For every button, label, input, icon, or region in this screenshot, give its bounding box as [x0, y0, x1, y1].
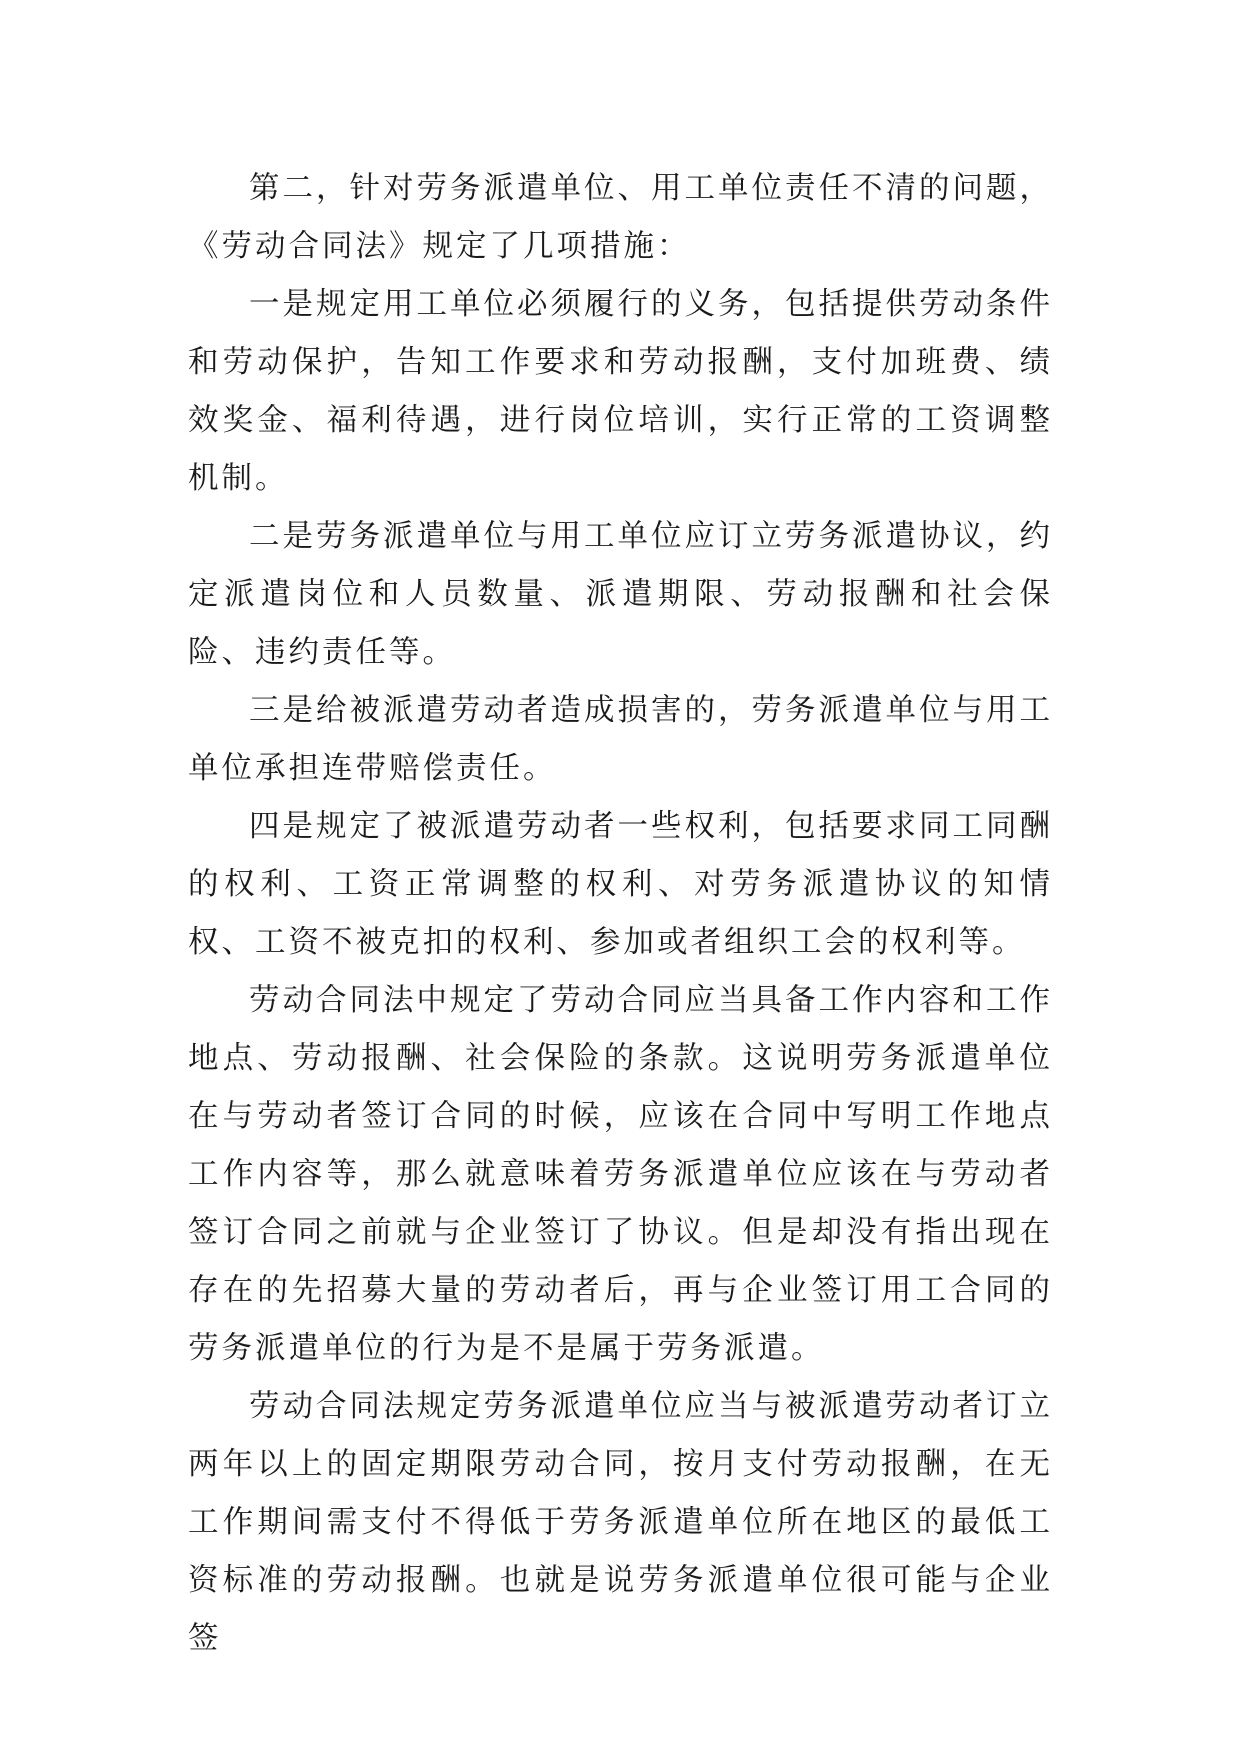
paragraph-measures-intro: 第二，针对劳务派遣单位、用工单位责任不清的问题，《劳动合同法》规定了几项措施： — [188, 171, 1053, 264]
paragraph-fixed-term-contract: 劳动合同法规定劳务派遣单位应当与被派遣劳动者订立两年以上的固定期限劳动合同，按月支付劳动报酬，在无工作期间需支付不得低于劳务派遣单位所在地区的最低工资标准的劳动报酬。也就是说劳务派遣单位很可能与企业签 — [188, 1389, 1053, 1656]
document-body — [188, 160, 1053, 1668]
paragraph-employer-duties: 一是规定用工单位必须履行的义务，包括提供劳动条件和劳动保护，告知工作要求和劳动报酬，支付加班费、绩效奖金、福利待遇，进行岗位培训，实行正常的工资调整机制。 — [188, 287, 1053, 496]
paragraph-worker-rights: 四是规定了被派遣劳动者一些权利，包括要求同工同酬的权利、工资正常调整的权利、对劳务派遣协议的知情权、工资不被克扣的权利、参加或者组织工会的权利等。 — [188, 809, 1053, 960]
paragraph-joint-liability: 三是给被派遣劳动者造成损害的，劳务派遣单位与用工单位承担连带赔偿责任。 — [188, 693, 1053, 786]
paragraph-contract-content: 劳动合同法中规定了劳动合同应当具备工作内容和工作地点、劳动报酬、社会保险的条款。这说明劳务派遣单位在与劳动者签订合同的时候，应该在合同中写明工作地点工作内容等，那么就意味着劳务派遣单位应该在与劳动者签订合同之前就与企业签订了协议。但是却没有指出现在存在的先招募大量的劳动者后，再与企业签订用工合同的劳务派遣单位的行为是不是属于劳务派遣。 — [188, 983, 1053, 1366]
paragraph-dispatch-agreement: 二是劳务派遣单位与用工单位应订立劳务派遣协议，约定派遣岗位和人员数量、派遣期限、劳动报酬和社会保险、违约责任等。 — [188, 519, 1053, 670]
